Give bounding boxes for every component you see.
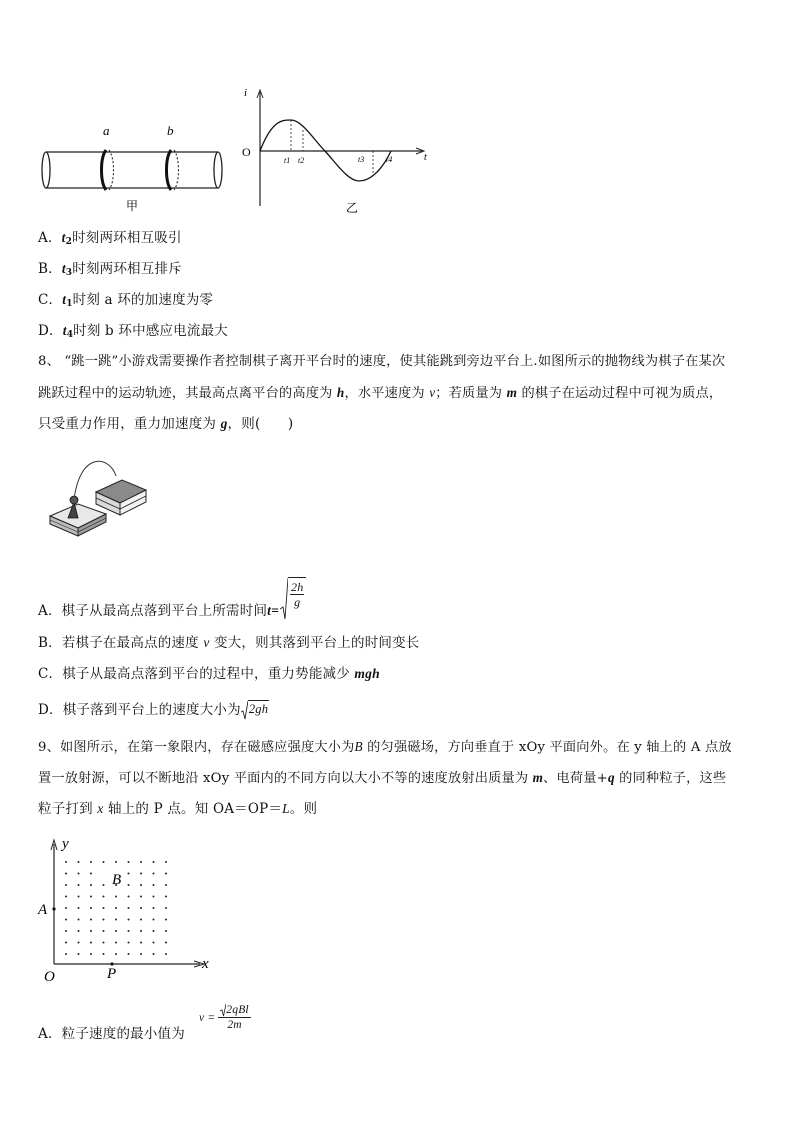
- field-dot: [140, 930, 142, 932]
- sqrt-fraction: 2h g: [280, 577, 306, 621]
- field-dot: [140, 942, 142, 944]
- ring-a: [102, 150, 107, 190]
- q8-stem-line2: 跳跃过程中的运动轨迹，其最高点离平台的高度为 h，水平速度为 v；若质量为 m 的棋子在运动过程中可视为质点，: [38, 385, 723, 401]
- field-dot: [90, 930, 92, 932]
- q7-option-c: C．$t_1$时刻 a 环的加速度为零: [38, 292, 214, 309]
- field-dot: [140, 953, 142, 955]
- field-dot: [153, 873, 155, 875]
- field-dot: [128, 896, 130, 898]
- o-label: O: [44, 969, 55, 985]
- field-dot: [90, 942, 92, 944]
- field-dot: [165, 907, 167, 909]
- field-dot: [165, 873, 167, 875]
- field-dot: [103, 907, 105, 909]
- field-dot: [165, 861, 167, 863]
- q7-option-d: D．$t_4$时刻 b 环中感应电流最大: [38, 323, 228, 340]
- q7-option-a: A．$t_2$时刻两环相互吸引: [38, 230, 182, 247]
- field-dot: [65, 930, 67, 932]
- field-dot: [78, 896, 80, 898]
- field-dot: [153, 861, 155, 863]
- field-dot: [165, 884, 167, 886]
- sqrt-icon: [241, 700, 248, 720]
- tube-left-end: [42, 152, 50, 188]
- field-dot: [115, 953, 117, 955]
- field-dot: [103, 942, 105, 944]
- tube-right-end: [214, 152, 222, 188]
- field-dot: [90, 907, 92, 909]
- t3-label: t3: [358, 155, 365, 164]
- field-dot: [78, 907, 80, 909]
- q9-stem-line2: 置一放射源，可以不断地沿 xOy 平面内的不同方向以大小不等的速度放射出质量为 m、电荷量+q 的同种粒子，这些: [38, 770, 727, 786]
- field-dot: [115, 907, 117, 909]
- field-dot: [153, 942, 155, 944]
- field-dot: [115, 919, 117, 921]
- q8-option-c: C．棋子从最高点落到平台的过程中，重力势能减少 mgh: [38, 666, 380, 682]
- caption-yi: 乙: [346, 201, 359, 215]
- figure-jump-game: [44, 458, 154, 550]
- field-dot: [115, 861, 117, 863]
- field-dot: [78, 942, 80, 944]
- field-dot: [153, 930, 155, 932]
- q8-option-b: B．若棋子在最高点的速度 v 变大，则其落到平台上的时间变长: [38, 635, 420, 651]
- field-dot: [78, 930, 80, 932]
- field-dot: [153, 919, 155, 921]
- field-dot: [103, 896, 105, 898]
- field-dot: [78, 919, 80, 921]
- field-dot: [90, 919, 92, 921]
- field-dot: [65, 942, 67, 944]
- p-label: P: [107, 966, 117, 982]
- field-dot: [128, 930, 130, 932]
- field-dot: [78, 884, 80, 886]
- field-dot: [140, 873, 142, 875]
- field-dot: [65, 919, 67, 921]
- field-dot: [140, 884, 142, 886]
- field-dot: [78, 873, 80, 875]
- field-dot: [65, 907, 67, 909]
- label-a: a: [103, 123, 110, 138]
- field-dot: [140, 896, 142, 898]
- field-dot: [90, 861, 92, 863]
- field-dot: [115, 930, 117, 932]
- q8-stem-line3: 只受重力作用，重力加速度为 g，则( ): [38, 416, 294, 432]
- a-label: A: [38, 902, 48, 918]
- q9-stem-line3: 粒子打到 x 轴上的 P 点。知 OA＝OP＝L。则: [38, 801, 318, 817]
- axis-t-label: t: [424, 152, 427, 163]
- q7-option-b: B．$t_3$时刻两环相互排斥: [38, 261, 182, 278]
- field-dot: [90, 884, 92, 886]
- field-dot: [90, 896, 92, 898]
- field-dot: [65, 884, 67, 886]
- field-dot: [65, 953, 67, 955]
- point-a: [52, 907, 55, 910]
- field-dot: [65, 873, 67, 875]
- field-dot: [165, 919, 167, 921]
- label-b: b: [167, 123, 174, 138]
- field-dot: [153, 953, 155, 955]
- q9-stem-line1: 9、如图所示，在第一象限内，存在磁感应强度大小为B 的匀强磁场，方向垂直于 xOy 平面向外。在 y 轴上的 A 点放: [38, 739, 732, 755]
- field-dot: [165, 930, 167, 932]
- field-dot: [128, 884, 130, 886]
- field-dot: [140, 919, 142, 921]
- field-dot: [115, 942, 117, 944]
- caption-jia: 甲: [126, 199, 139, 213]
- field-dot: [165, 953, 167, 955]
- field-dot: [128, 919, 130, 921]
- field-dot: [65, 896, 67, 898]
- field-dot: [128, 907, 130, 909]
- field-dot: [153, 884, 155, 886]
- field-dot: [78, 953, 80, 955]
- q8-option-a: A．棋子从最高点落到平台上所需时间 t= 2h g: [38, 575, 306, 621]
- field-dot: [128, 873, 130, 875]
- sqrt-2gh: 2gh: [241, 700, 269, 720]
- field-dot: [140, 907, 142, 909]
- ring-b: [167, 150, 172, 190]
- t4-label: t4: [386, 155, 393, 164]
- field-dot: [90, 873, 92, 875]
- figure-jia: [30, 118, 230, 218]
- field-dot: [103, 930, 105, 932]
- b-label: B: [112, 872, 122, 888]
- x-label: x: [202, 956, 209, 972]
- origin-label: O: [242, 145, 251, 159]
- field-dot: [65, 861, 67, 863]
- sqrt-icon: [280, 577, 288, 621]
- axis-i-label: i: [244, 87, 248, 99]
- field-dot: [103, 861, 105, 863]
- field-dot: [90, 953, 92, 955]
- figure-magnetic-field: [32, 832, 222, 986]
- field-dot: [165, 896, 167, 898]
- field-dot: [153, 907, 155, 909]
- y-label: y: [62, 836, 69, 852]
- q9-option-a: A．粒子速度的最小值为 v = 2qBl 2m: [38, 1004, 249, 1042]
- t1-label: t1: [284, 156, 291, 165]
- field-dot: [103, 953, 105, 955]
- field-dot: [140, 861, 142, 863]
- field-dot: [103, 884, 105, 886]
- field-dot: [115, 896, 117, 898]
- figure-yi: [238, 84, 438, 218]
- field-dot: [153, 896, 155, 898]
- t2-label: t2: [298, 156, 305, 165]
- q8-stem-line1: 8、 “跳一跳”小游戏需要操作者控制棋子离开平台时的速度，使其能跳到旁边平台上.如图所示的抛物线为棋子在某次: [38, 354, 726, 369]
- q8-option-d: D．棋子落到平台上的速度大小为 2gh: [38, 702, 269, 718]
- field-dot: [165, 942, 167, 944]
- field-dot: [128, 953, 130, 955]
- field-dot: [103, 919, 105, 921]
- field-dot: [78, 861, 80, 863]
- field-dot: [128, 942, 130, 944]
- field-dot: [128, 861, 130, 863]
